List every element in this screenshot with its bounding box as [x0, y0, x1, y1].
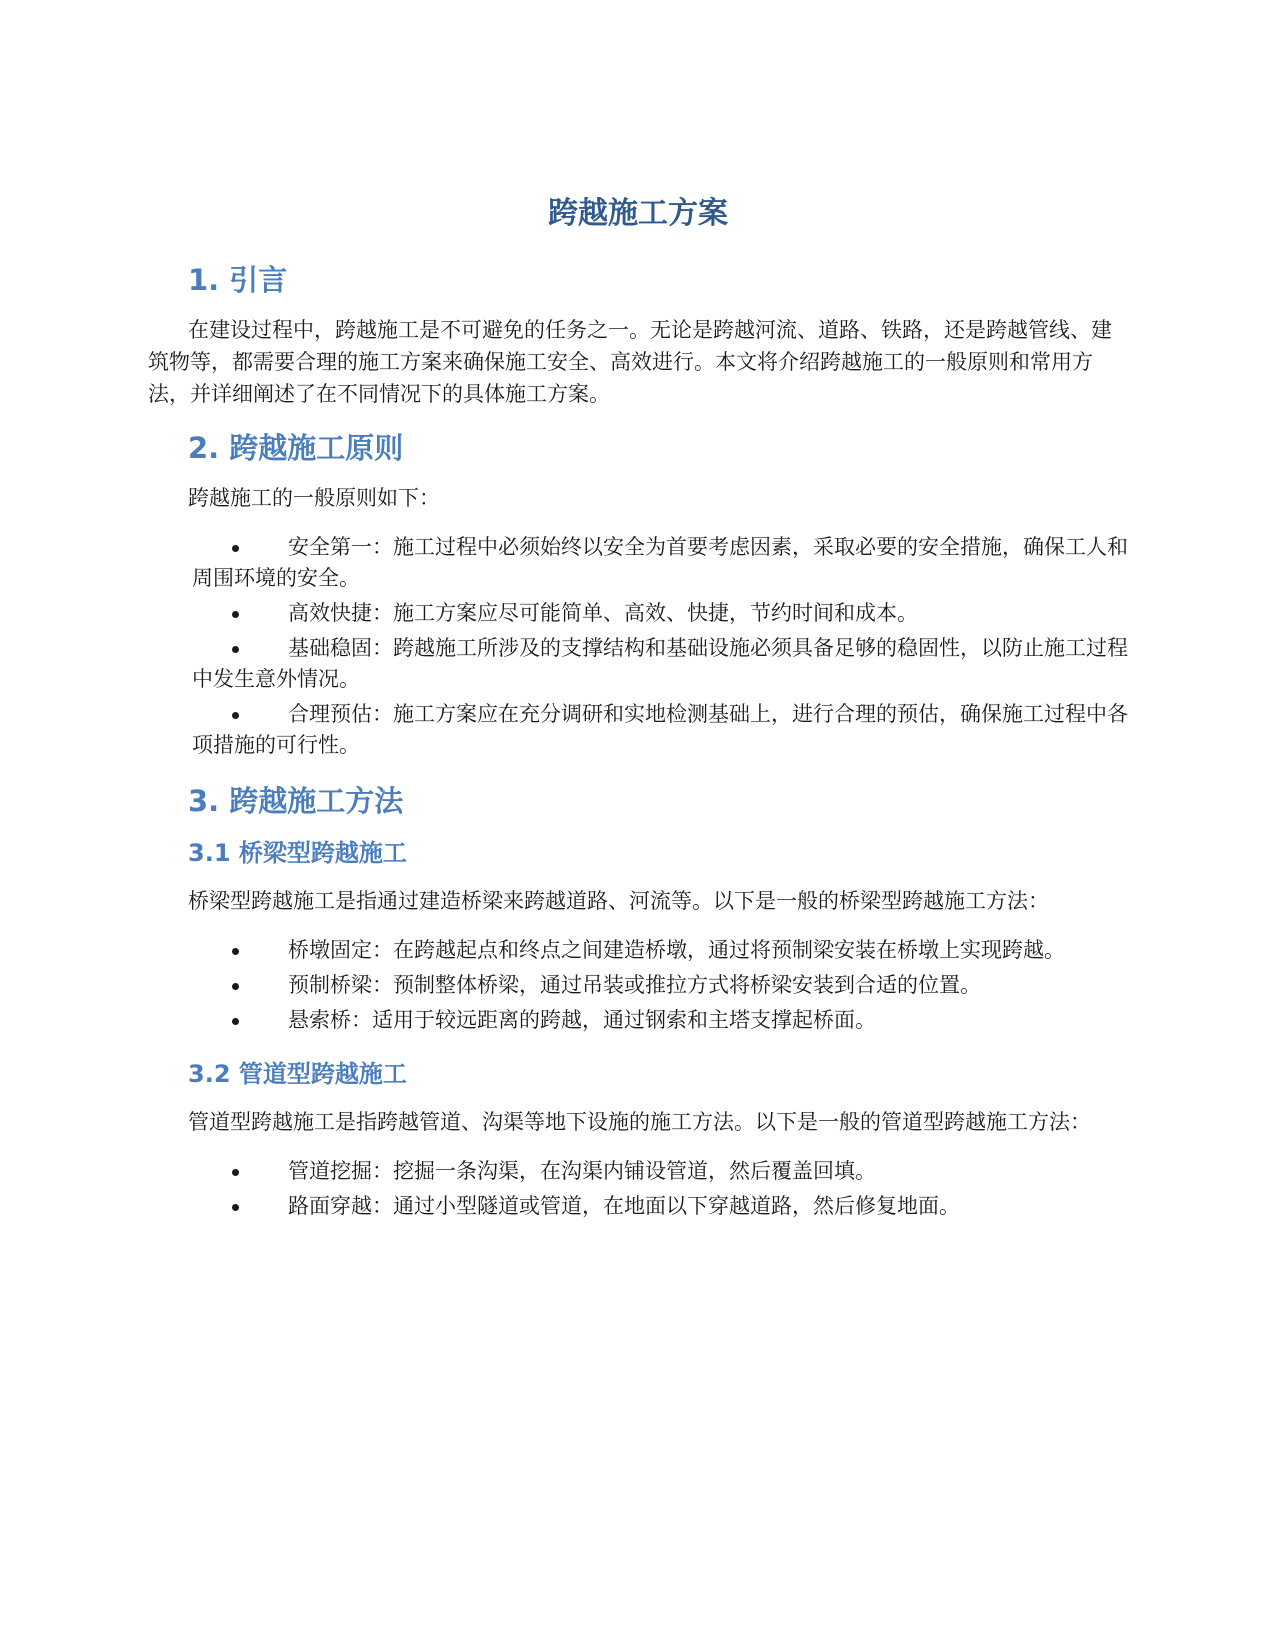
pipeline-paragraph: 管道型跨越施工是指跨越管道、沟渠等地下设施的施工方法。以下是一般的管道型跨越施工方法： [188, 1110, 1091, 1134]
list-item [148, 970, 1128, 1001]
bullet-icon [232, 646, 239, 653]
section-heading-methods: 3. 跨越施工方法 [188, 784, 404, 818]
bridge-methods-list [148, 935, 1128, 1036]
list-item [148, 598, 1128, 629]
list-item-text: 桥墩固定：在跨越起点和终点之间建造桥墩，通过将预制梁安装在桥墩上实现跨越。 [288, 938, 1065, 962]
section-heading-principles: 2. 跨越施工原则 [188, 431, 404, 465]
list-item-text: 路面穿越：通过小型隧道或管道，在地面以下穿越道路，然后修复地面。 [288, 1194, 960, 1218]
bullet-icon [232, 1204, 239, 1211]
list-item [148, 1191, 1128, 1222]
bullet-icon [232, 545, 239, 552]
list-item-text: 合理预估：施工方案应在充分调研和实地检测基础上，进行合理的预估，确保施工过程中各项措施的可行性。 [192, 702, 1128, 757]
list-item-text: 悬索桥：适用于较远距离的跨越，通过钢索和主塔支撑起桥面。 [288, 1008, 876, 1032]
bullet-icon [232, 948, 239, 955]
list-item-text: 预制桥梁：预制整体桥梁，通过吊装或推拉方式将桥梁安装到合适的位置。 [288, 973, 981, 997]
principles-lead: 跨越施工的一般原则如下： [188, 486, 440, 510]
list-item [148, 699, 1128, 761]
intro-paragraph: 在建设过程中，跨越施工是不可避免的任务之一。无论是跨越河流、道路、铁路，还是跨越管线、建筑物等，都需要合理的施工方案来确保施工安全、高效进行。本文将介绍跨越施工的一般原则和常用方法，并详细阐述了在不同情况下的具体施工方案。 [148, 318, 1112, 406]
bullet-icon [232, 983, 239, 990]
document-title: 跨越施工方案 [548, 196, 728, 231]
pipeline-methods-list [148, 1156, 1128, 1222]
section-heading-intro: 1. 引言 [188, 263, 288, 297]
list-item [148, 935, 1128, 966]
list-item [148, 1005, 1128, 1036]
principles-list [148, 532, 1128, 761]
list-item-text: 高效快捷：施工方案应尽可能简单、高效、快捷，节约时间和成本。 [288, 601, 918, 625]
list-item-text: 管道挖掘：挖掘一条沟渠，在沟渠内铺设管道，然后覆盖回填。 [288, 1159, 876, 1183]
document-body [148, 192, 1128, 1242]
bullet-icon [232, 611, 239, 618]
list-item-text: 安全第一：施工过程中必须始终以安全为首要考虑因素，采取必要的安全措施，确保工人和周围环境的安全。 [192, 535, 1128, 590]
subsection-heading-bridge: 3.1 桥梁型跨越施工 [188, 839, 407, 867]
bullet-icon [232, 1169, 239, 1176]
list-item [148, 633, 1128, 695]
bridge-paragraph: 桥梁型跨越施工是指通过建造桥梁来跨越道路、河流等。以下是一般的桥梁型跨越施工方法： [188, 889, 1049, 913]
list-item-text: 基础稳固：跨越施工所涉及的支撑结构和基础设施必须具备足够的稳固性，以防止施工过程中发生意外情况。 [192, 636, 1128, 691]
bullet-icon [232, 1018, 239, 1025]
subsection-heading-pipeline: 3.2 管道型跨越施工 [188, 1060, 407, 1088]
list-item [148, 1156, 1128, 1187]
bullet-icon [232, 712, 239, 719]
list-item [148, 532, 1128, 594]
